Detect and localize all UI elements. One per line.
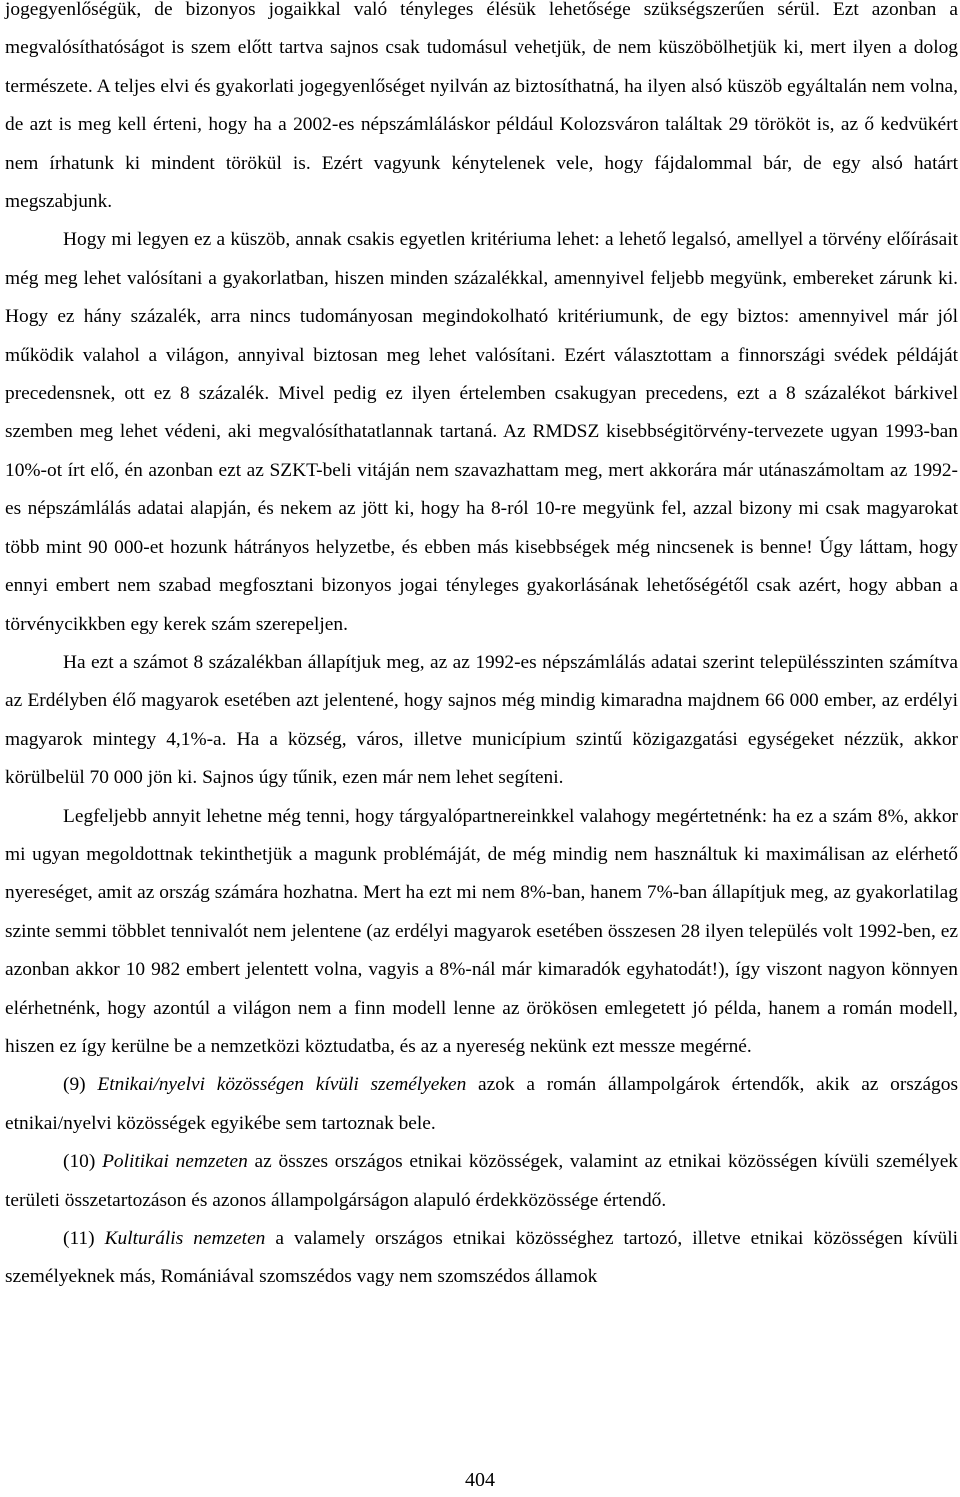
definition-number: (11) bbox=[63, 1228, 105, 1249]
paragraph-4 bbox=[5, 798, 958, 1067]
defined-term: Kulturális nemzeten bbox=[104, 1228, 266, 1249]
definition-number: (10) bbox=[63, 1151, 103, 1173]
paragraph-5-definition-9 bbox=[5, 1066, 958, 1143]
paragraph-2 bbox=[5, 221, 958, 643]
paragraph-3 bbox=[5, 644, 958, 798]
defined-term: Etnikai/nyelvi közösségen kívüli személyeken bbox=[97, 1074, 467, 1096]
body-text bbox=[5, 0, 958, 1297]
paragraph-text: jogegyenlőségük, de bizonyos jogaikkal való tényleges élésük lehetősége szükségszerűen sérül. Ezt azonban a megvalósíthatóságot is szem előtt tartva sajnos csak tudomásul vehetjük, de nem küszöbölhetjük ki, mert ilyen a dolog természete. A teljes elvi és gyakorlati jogegyenlőséget nyilván az biztosíthatná, ha ilyen alsó küszöb egyáltalán nem volna, de azt is meg kell érteni, hogy ha a 2002-es népszámláláskor például Kolozsváron találtak 29 törököt is, az ő kedvükért nem írhatunk ki mindent törökül is. Ezért vagyunk kénytelenek vele, hogy fájdalommal bár, de egy alsó határt megszabjunk. bbox=[5, 0, 958, 213]
paragraph-6-definition-10 bbox=[5, 1143, 958, 1220]
paragraph-text: Hogy mi legyen ez a küszöb, annak csakis egyetlen kritériuma lehet: a lehető legalsó, amellyel a törvény előírásait még meg lehet valósítani a gyakorlatban, hiszen minden százalékkal, amennyivel feljebb megyünk, embereket zárunk ki. Hogy ez hány százalék, arra nincs tudományosan megindokolható kritériumunk, de egy biztos: amennyivel már jól működik valahol a világon, annyival biztosan meg lehet valósítani. Ezért választottam a finnországi svédek példáját precedensnek, ott ez 8 százalék. Mivel pedig ez ilyen értelemben csakugyan precedens, ezt a 8 százalékot bárkivel szemben meg lehet védeni, aki megvalósíthatatlannak tartaná. Az RMDSZ kisebbségitörvény-tervezete ugyan 1993-ban 10%-ot írt elő, én azonban ezt az SZKT-beli vitáján nem szavazhattam meg, mert akkorára már utánaszámoltam az 1992-es népszámlálás adatai alapján, és nekem az jött ki, hogy ha 8-ról 10-re megyünk fel, azzal bizony mi csak magyarokat több mint 90 000-et hozunk hátrányos helyzetbe, és ebben más kisebbségek még nincsenek is benne! Úgy láttam, hogy ennyi embert nem szabad megfosztani bizonyos jogai tényleges gyakorlásának lehetőségétől csak azért, hogy abban a törvénycikkben egy kerek szám szerepeljen. bbox=[5, 229, 958, 635]
paragraph-7-definition-11 bbox=[5, 1220, 958, 1297]
paragraph-1 bbox=[5, 0, 958, 221]
definition-text: a valamely országos etnikai közösséghez tartozó, illetve etnikai közösségen kívüli személyeknek más, Romániával szomszédos vagy nem szomszédos államok bbox=[5, 1228, 959, 1288]
document-page bbox=[5, 0, 958, 1297]
page-number: 404 bbox=[465, 1469, 495, 1491]
definition-text: azok a román állampolgárok értendők, akik az országos etnikai/nyelvi közösségek egyikébe sem tartoznak bele. bbox=[5, 1074, 958, 1134]
definition-number: (9) bbox=[63, 1074, 98, 1096]
defined-term: Politikai nemzeten bbox=[102, 1151, 248, 1173]
definition-text: az összes országos etnikai közösségek, valamint az etnikai közösségen kívüli személyek területi összetartozáson és azonos állampolgárságon alapuló érdekközössége értendő. bbox=[5, 1151, 959, 1211]
paragraph-text: Legfeljebb annyit lehetne még tenni, hogy tárgyalópartnereinkkel valahogy megértetnénk: ha ez a szám 8%, akkor mi ugyan megoldottnak tekinthetjük a magunk problémáját, de még mindig nem használtuk ki maximálisan az elérhető nyereséget, amit az ország számára hozhatna. Mert ha ezt mi nem 8%-ban, hanem 7%-ban állapítjuk meg, az gyakorlatilag szinte semmi többlet tennivalót nem jelentene (az erdélyi magyarok esetében összesen 28 ilyen település volt 1992-ben, ez azonban akkor 10 982 embert jelentett volna, vagyis a 8%-nál már kimaradók egyhatodát!), így viszont nagyon könnyen elérhetnénk, hogy azontúl a világon nem a finn modell lenne az örökösen emlegetett jó példa, hanem a román modell, hiszen ez így kerülne be a nemzetközi köztudatba, és az a nyereség nekünk ezt messze megérné. bbox=[5, 805, 958, 1057]
paragraph-text: Ha ezt a számot 8 százalékban állapítjuk meg, az az 1992-es népszámlálás adatai szerint településszinten számítva az Erdélyben élő magyarok esetében azt jelentené, hogy sajnos még mindig kimaradna majdnem 66 000 ember, az erdélyi magyarok mintegy 4,1%-a. Ha a község, város, illetve municípium szintű közigazgatási egységeket nézzük, akkor körülbelül 70 000 jön ki. Sajnos úgy tűnik, ezen már nem lehet segíteni. bbox=[5, 651, 958, 789]
